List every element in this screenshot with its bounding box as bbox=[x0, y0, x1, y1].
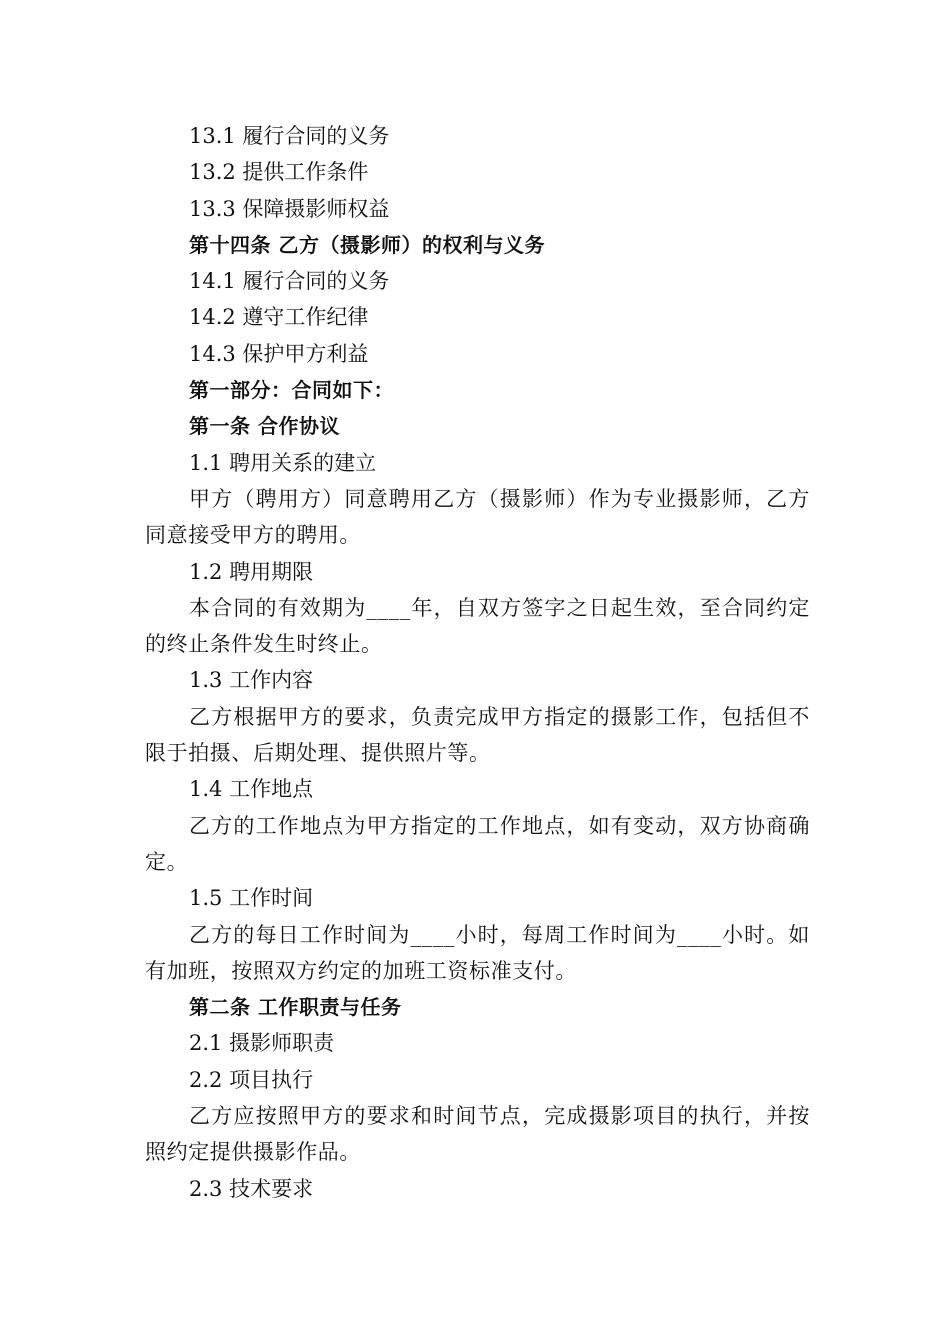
section-2-2: 2.2 项目执行 bbox=[189, 1067, 314, 1092]
article-14-heading: 第十四条 乙方（摄影师）的权利与义务 bbox=[189, 232, 545, 257]
section-1-3: 1.3 工作内容 bbox=[189, 668, 314, 693]
paragraph-1-3: 乙方根据甲方的要求，负责完成甲方指定的摄影工作，包括但不限于拍摄、后期处理、提供照片等。 bbox=[145, 704, 810, 766]
section-1-5: 1.5 工作时间 bbox=[189, 886, 314, 911]
section-2-3: 2.3 技术要求 bbox=[189, 1176, 314, 1201]
paragraph-1-5: 乙方的每日工作时间为____小时，每周工作时间为____小时。如有加班，按照双方约定的加班工资标准支付。 bbox=[145, 922, 810, 983]
clause-14-2: 14.2 遵守工作纪律 bbox=[189, 305, 369, 330]
paragraph-1-4: 乙方的工作地点为甲方指定的工作地点，如有变动，双方协商确定。 bbox=[145, 813, 810, 874]
clause-13-2: 13.2 提供工作条件 bbox=[189, 160, 369, 185]
document-page bbox=[145, 118, 810, 1207]
article-2-heading: 第二条 工作职责与任务 bbox=[189, 995, 402, 1020]
clause-13-3: 13.3 保障摄影师权益 bbox=[189, 196, 390, 221]
clause-13-1: 13.1 履行合同的义务 bbox=[189, 124, 390, 148]
section-1-4: 1.4 工作地点 bbox=[189, 777, 314, 802]
part-1-heading: 第一部分：合同如下： bbox=[189, 378, 394, 403]
paragraph-2-2: 乙方应按照甲方的要求和时间节点，完成摄影项目的执行，并按照约定提供摄影作品。 bbox=[145, 1104, 810, 1165]
paragraph-1-1: 甲方（聘用方）同意聘用乙方（摄影师）作为专业摄影师，乙方同意接受甲方的聘用。 bbox=[145, 486, 810, 548]
paragraph-1-2: 本合同的有效期为____年，自双方签字之日起生效，至合同约定的终止条件发生时终止。 bbox=[145, 595, 810, 657]
section-1-2: 1.2 聘用期限 bbox=[189, 559, 314, 584]
section-1-1: 1.1 聘用关系的建立 bbox=[189, 450, 377, 475]
section-2-1: 2.1 摄影师职责 bbox=[189, 1031, 335, 1056]
clause-14-1: 14.1 履行合同的义务 bbox=[189, 269, 390, 294]
clause-14-3: 14.3 保护甲方利益 bbox=[189, 341, 369, 366]
article-1-heading: 第一条 合作协议 bbox=[189, 414, 340, 439]
